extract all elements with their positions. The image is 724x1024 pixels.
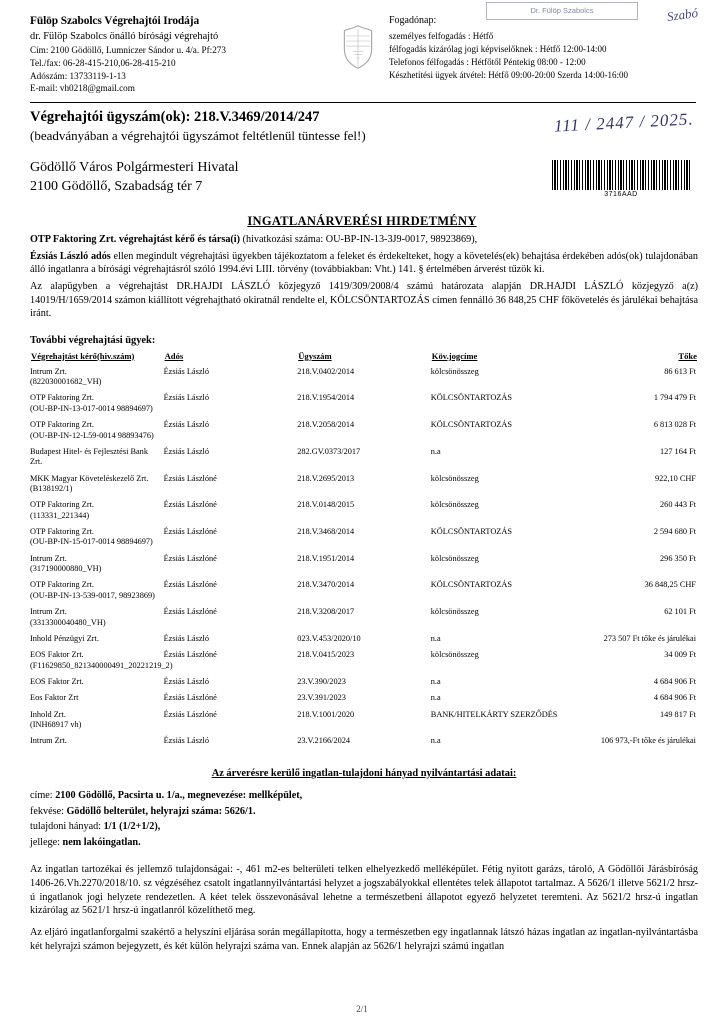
property-notes — [30, 863, 698, 954]
cell-creditor — [30, 417, 164, 444]
cell-creditor — [30, 364, 164, 391]
creditor-label: EOS Faktor Zrt. — [30, 650, 84, 660]
col-header-debtor: Adós — [164, 350, 184, 361]
creditor-reference-label: (INH68917 vh) — [30, 720, 82, 730]
col-header-creditor: Végrehajtást kérő(hiv.szám) — [31, 350, 135, 361]
cell-case-number: 282.GV.0373/2017 — [297, 446, 361, 456]
cell-case-number: 23.V.2166/2024 — [297, 736, 351, 746]
col-header-title: Köv.jogcíme — [431, 350, 478, 361]
cell-debtor: Ézsiás László — [163, 633, 209, 643]
reception-line-3: Telefonos félfogadás : Hétfőtől Péntekig 08:00 - 12:00 — [389, 56, 586, 67]
sender-organization: Fülöp Szabolcs Végrehajtói Irodája — [30, 15, 200, 27]
cell-amount: 34 009 Ft — [664, 650, 696, 660]
property-section — [30, 766, 698, 851]
table-row — [30, 471, 698, 498]
property-row — [30, 836, 698, 851]
further-cases-title-text: További végrehajtási ügyek: — [30, 334, 156, 346]
cell-debtor: Ézsiás Lászlóné — [163, 693, 217, 703]
debtor-name: Ézsiás László adós — [30, 250, 111, 262]
cell-creditor — [30, 647, 173, 674]
cell-claim-title: kölcsönösszeg — [430, 500, 479, 510]
intro-paragraph-3: Az alapügyben a végrehajtást DR.HAJDI LÁSZLÓ közjegyző 1419/309/2008/4 számú határozata alapján DR.HAJDI LÁSZLÓ közjegyző a(z) 14019/H/1659/2014 számon kiállított végrehajtható okiratnál rendelte el, KÖLCSÖNTARTOZÁS címen fennálló 36 848,25 CHF főkövetelés és járulékai behajtása iránt. — [30, 281, 698, 320]
cell-claim-title: kölcsönösszeg — [430, 650, 479, 660]
table-row — [30, 364, 698, 391]
creditor-label: EOS Faktor Zrt. — [30, 676, 84, 686]
cell-creditor — [30, 524, 164, 551]
property-row — [30, 789, 698, 804]
cell-creditor — [30, 631, 164, 647]
sender-tax-number: Adószám: 13733119-1-13 — [30, 70, 126, 81]
reception-line-1: személyes felfogadás : Hétfő — [389, 30, 494, 41]
table-row — [30, 444, 698, 471]
page-title: INGATLANÁRVERÉSI HIRDETMÉNY — [247, 214, 477, 229]
table-row — [30, 604, 698, 631]
creditor-reference-label: (OU-BP-IN-13-539-0017, 98923869) — [30, 590, 155, 600]
table-row — [30, 707, 698, 734]
recipient-block — [30, 160, 696, 204]
cell-amount: 36 848,25 CHF — [644, 580, 696, 590]
cell-claim-title: n.a — [430, 676, 441, 686]
cell-case-number: 23.V.390/2023 — [297, 676, 346, 686]
cell-amount: 922,10 CHF — [654, 473, 696, 483]
table-row — [30, 733, 698, 749]
case-number-block — [30, 109, 696, 144]
table-row — [30, 690, 698, 706]
creditor-label: Inhold Zrt. — [30, 709, 66, 719]
cell-claim-title: n.a — [430, 736, 441, 746]
cell-case-number: 218.V.2058/2014 — [297, 420, 355, 430]
cases-table — [30, 350, 698, 750]
creditor-label: Intrum Zrt. — [30, 736, 67, 746]
creditor-reference-label: (OU-BP-IN-13-017-0014 98894697) — [30, 403, 153, 413]
creditor-label: Intrum Zrt. — [30, 553, 67, 563]
cell-debtor: Ézsiás László — [163, 366, 209, 376]
cell-amount: 86 613 Ft — [664, 366, 696, 376]
cell-amount: 4 684 906 Ft — [653, 693, 696, 703]
cell-claim-title: kölcsönösszeg — [430, 473, 479, 483]
creditor-label: Budapest Hitel- és Fejlesztési Bank Zrt. — [30, 446, 148, 467]
cell-claim-title: BANK/HITELKÁRTY SZERZŐDÉS — [430, 709, 558, 719]
barcode-icon — [552, 160, 690, 190]
cell-debtor: Ézsiás László — [163, 420, 209, 430]
cell-claim-title: n.a — [430, 693, 441, 703]
property-row-label: tulajdoni hányad: — [30, 821, 102, 833]
property-row-value: 1/1 (1/2+1/2), — [103, 821, 161, 833]
cell-case-number: 218.V.0148/2015 — [297, 500, 355, 510]
table-header-row — [30, 350, 698, 364]
cell-creditor — [30, 707, 164, 734]
creditor-reference-label: (3313300040480_VH) — [30, 617, 106, 627]
creditor-label: Intrum Zrt. — [30, 366, 67, 376]
creditor-label: Inhold Pénzügyi Zrt. — [30, 633, 99, 643]
intro-paragraph-2 — [30, 250, 698, 277]
cell-amount: 6 813 028 Ft — [653, 420, 696, 430]
cell-amount: 62 101 Ft — [664, 607, 696, 617]
cell-amount: 1 794 479 Ft — [653, 393, 696, 403]
cell-debtor: Ézsiás Lászlóné — [163, 553, 217, 563]
cell-creditor — [30, 733, 164, 749]
cell-claim-title: kölcsönösszeg — [430, 607, 479, 617]
cell-amount: 149 817 Ft — [660, 709, 696, 719]
cell-amount: 273 507 Ft tőke és járulékai — [603, 633, 696, 643]
property-row-value: nem lakóingatlan. — [62, 837, 141, 849]
table-row — [30, 551, 698, 578]
further-cases-title — [30, 335, 698, 346]
cell-debtor: Ézsiás Lászlóné — [163, 607, 217, 617]
col-header-amount: Tőke — [678, 350, 697, 361]
cell-claim-title: KÖLCSÖNTARTOZÁS — [430, 580, 512, 590]
cell-debtor: Ézsiás Lászlóné — [163, 650, 217, 660]
intro-paragraph-1 — [30, 233, 698, 247]
creditor-label: OTP Faktoring Zrt. — [30, 420, 94, 430]
coat-of-arms-icon — [341, 24, 375, 70]
cell-claim-title: n.a — [430, 446, 441, 456]
intro-text — [30, 233, 698, 320]
cell-case-number: 218.V.0415/2023 — [297, 650, 355, 660]
cell-creditor — [30, 551, 164, 578]
sender-phone: Tel./fax: 06-28-415-210,06-28-415-210 — [30, 57, 176, 68]
table-row — [30, 497, 698, 524]
cell-claim-title: KÖLCSÖNTARTOZÁS — [430, 420, 512, 430]
table-row — [30, 390, 698, 417]
cell-claim-title: kölcsönösszeg — [430, 366, 479, 376]
cell-creditor — [30, 674, 164, 690]
creditor-label: Intrum Zrt. — [30, 607, 67, 617]
creditor-label: OTP Faktoring Zrt. — [30, 527, 94, 537]
official-stamp: Dr. Fülöp Szabolcs — [486, 2, 638, 20]
property-row-label: címe: — [30, 789, 53, 801]
cell-creditor — [30, 690, 164, 706]
cell-amount: 296 350 Ft — [660, 553, 696, 563]
creditor-label: OTP Faktoring Zrt. — [30, 500, 94, 510]
cell-case-number: 218.V.0402/2014 — [297, 366, 355, 376]
property-row-label: fekvése: — [30, 805, 64, 817]
table-row — [30, 577, 698, 604]
barcode-container — [552, 160, 690, 198]
creditor-label: OTP Faktoring Zrt. — [30, 393, 94, 403]
creditor-name: OTP Faktoring Zrt. végrehajtást kérő és társa(i) — [30, 234, 241, 246]
cell-debtor: Ézsiás László — [163, 676, 209, 686]
creditor-reference-label: (F11629850_821340000491_20221219_2) — [30, 660, 173, 670]
creditor-label: OTP Faktoring Zrt. — [30, 580, 94, 590]
cell-amount: 260 443 Ft — [660, 500, 696, 510]
creditor-reference: (hivatkozási száma: OU-BP-IN-13-3J9-0017, 98923869), — [240, 234, 478, 246]
table-row — [30, 647, 698, 674]
intro-body-2: ellen megindult végrehajtási ügyekben tájékoztatom a feleket és érdekelteket, hogy a követelés(ek) behajtása érdekében adós(ok) tulajdonában álló ingatlanra a bírósági végrehajtásról szóló 1994.évi LIII. törvény (továbbiakban: Vht.) 141. § értelmében árverést tűzök ki. — [30, 250, 699, 276]
table-row — [30, 631, 698, 647]
property-row-value: 2100 Gödöllő, Pacsirta u. 1/a., megnevezése: mellképület, — [55, 789, 303, 801]
cell-creditor — [30, 444, 164, 471]
cell-case-number: 218.V.3470/2014 — [297, 580, 355, 590]
reception-line-2: félfogadás kizárólag jogi képviselőknek : Hétfő 12:00-14:00 — [389, 43, 607, 54]
creditor-reference-label: (B138192/1) — [30, 483, 73, 493]
creditor-reference-label: (317190000880_VH) — [30, 564, 102, 574]
cell-amount: 4 684 906 Ft — [653, 676, 696, 686]
cell-creditor — [30, 390, 164, 417]
handwritten-reference: 111 / 2447 / 2025. — [553, 109, 695, 136]
sender-email: E-mail: vh0218@gmail.com — [30, 83, 135, 94]
cell-amount: 106 973,-Ft tőke és járulékai — [600, 736, 696, 746]
cell-debtor: Ézsiás Lászlóné — [163, 500, 217, 510]
col-header-case: Ügyszám — [298, 350, 332, 361]
sender-name: dr. Fülöp Szabolcs önálló bírósági végrehajtó — [30, 31, 219, 43]
creditor-label: MKK Magyar Követeléskezelő Zrt. — [30, 473, 149, 483]
cell-creditor — [30, 497, 164, 524]
property-row-value: Gödöllő belterület, helyrajzi száma: 5626/1. — [66, 805, 256, 817]
sender-address: Cím: 2100 Gödöllő, Lumniczer Sándor u. 4/a. Pf:273 — [30, 45, 226, 56]
header-sender-block — [30, 14, 330, 94]
creditor-reference-label: (OU-BP-IN-12-L59-0014 98893476) — [30, 430, 154, 440]
case-number-note: (beadványában a végrehajtói ügyszámot feltétlenül tüntesse fel!) — [30, 128, 366, 144]
cell-debtor: Ézsiás László — [163, 736, 209, 746]
creditor-reference-label: (113331_221344) — [30, 510, 90, 520]
reception-title: Fogadónap: — [389, 15, 437, 26]
coat-of-arms-container — [330, 14, 385, 94]
property-note-2: Az eljáró ingatlanforgalmi szakértő a helyszíni eljárása során megállapította, hogy a természetben egy ingatlannak látszó házas ingatlan az ingatlan-nyilvántartásba két helyrajzi számon bejegyzett, és két külön helyrajzi száma van. Ennek alapján az 5626/1 helyrajzi számú ingatlan — [30, 927, 698, 952]
case-number: Végrehajtói ügyszám(ok): 218.V.3469/2014/247 — [30, 109, 320, 126]
cell-creditor — [30, 604, 164, 631]
cell-claim-title: KÖLCSÖNTARTOZÁS — [430, 393, 512, 403]
cell-case-number: 218.V.1001/2020 — [297, 709, 355, 719]
signature-mark: Szabó — [665, 4, 699, 25]
cell-debtor: Ézsiás Lászlóné — [163, 709, 217, 719]
property-row — [30, 820, 698, 835]
property-note-1: Az ingatlan tartozékai és jellemző tulajdonságai: -, 461 m2-es belterületi telken elhelyezkedő melléképület. Fétig nyitott garázs, tároló, A Gödöllői Járásbíróság 1406-26.Vh.2270/2018/10. sz végzéséhez csatolt ingatlannyilvántartási helyzet a jogszabályokkal ellentétes telek állapotot tartalmaz. A 5626/1 illetve 5621/2 hrsz-ú ingatlanok jogi helyzete rendezetlen. A kéet telek összevonásával lehetne a természetbeni állapotot egyező helyzetet teremteni. Az 5621/2 hrsz-ú ingatlan kizárólag az 5621/1 hrsz-ú ingatlanról közelíthető meg. — [30, 863, 698, 917]
creditor-label: Eos Faktor Zrt — [30, 693, 79, 703]
cell-case-number: 218.V.3208/2017 — [297, 607, 355, 617]
cell-claim-title: n.a — [430, 633, 441, 643]
further-cases-section — [30, 335, 698, 750]
recipient-name: Gödöllő Város Polgármesteri Hivatal — [30, 160, 239, 176]
property-row-label: jellege: — [30, 837, 60, 849]
cell-debtor: Ézsiás László — [163, 393, 209, 403]
cell-creditor — [30, 577, 164, 604]
creditor-reference-label: (822030001682_VH) — [30, 377, 102, 387]
cell-case-number: 218.V.3468/2014 — [297, 527, 355, 537]
cell-debtor: Ézsiás Lászlóné — [163, 580, 217, 590]
cell-case-number: 023.V.453/2020/10 — [297, 633, 361, 643]
cell-debtor: Ézsiás Lászlóné — [163, 473, 217, 483]
cell-debtor: Ézsiás László — [163, 446, 209, 456]
header-reception-block — [385, 4, 699, 94]
header-divider — [30, 102, 696, 103]
page-number: 2/1 — [356, 1004, 368, 1014]
cell-case-number: 218.V.2695/2013 — [297, 473, 355, 483]
cell-case-number: 23.V.391/2023 — [297, 693, 346, 703]
table-row — [30, 417, 698, 444]
recipient-address: 2100 Gödöllő, Szabadság tér 7 — [30, 179, 203, 195]
reception-line-4: Készhetítési ügyek átvétel: Hétfő 09:00-20:00 Szerda 14:00-16:00 — [389, 69, 628, 80]
cell-case-number: 218.V.1954/2014 — [297, 393, 355, 403]
cell-amount: 2 594 680 Ft — [653, 527, 696, 537]
cell-debtor: Ézsiás Lászlóné — [163, 527, 217, 537]
document-header — [0, 0, 724, 94]
property-row — [30, 805, 698, 820]
cell-case-number: 218.V.1951/2014 — [297, 553, 355, 563]
cell-claim-title: kölcsönösszeg — [430, 553, 479, 563]
property-heading: Az árverésre kerülő ingatlan-tulajdoni hányad nyilvántartási adatai: — [211, 767, 517, 779]
cell-creditor — [30, 471, 164, 498]
cell-claim-title: KÖLCSÖNTARTOZÁS — [430, 527, 512, 537]
creditor-reference-label: (OU-BP-IN-15-017-0014 98894697) — [30, 537, 153, 547]
table-row — [30, 674, 698, 690]
cell-amount: 127 164 Ft — [660, 446, 696, 456]
table-row — [30, 524, 698, 551]
barcode-number: 3716AAD — [604, 191, 638, 199]
